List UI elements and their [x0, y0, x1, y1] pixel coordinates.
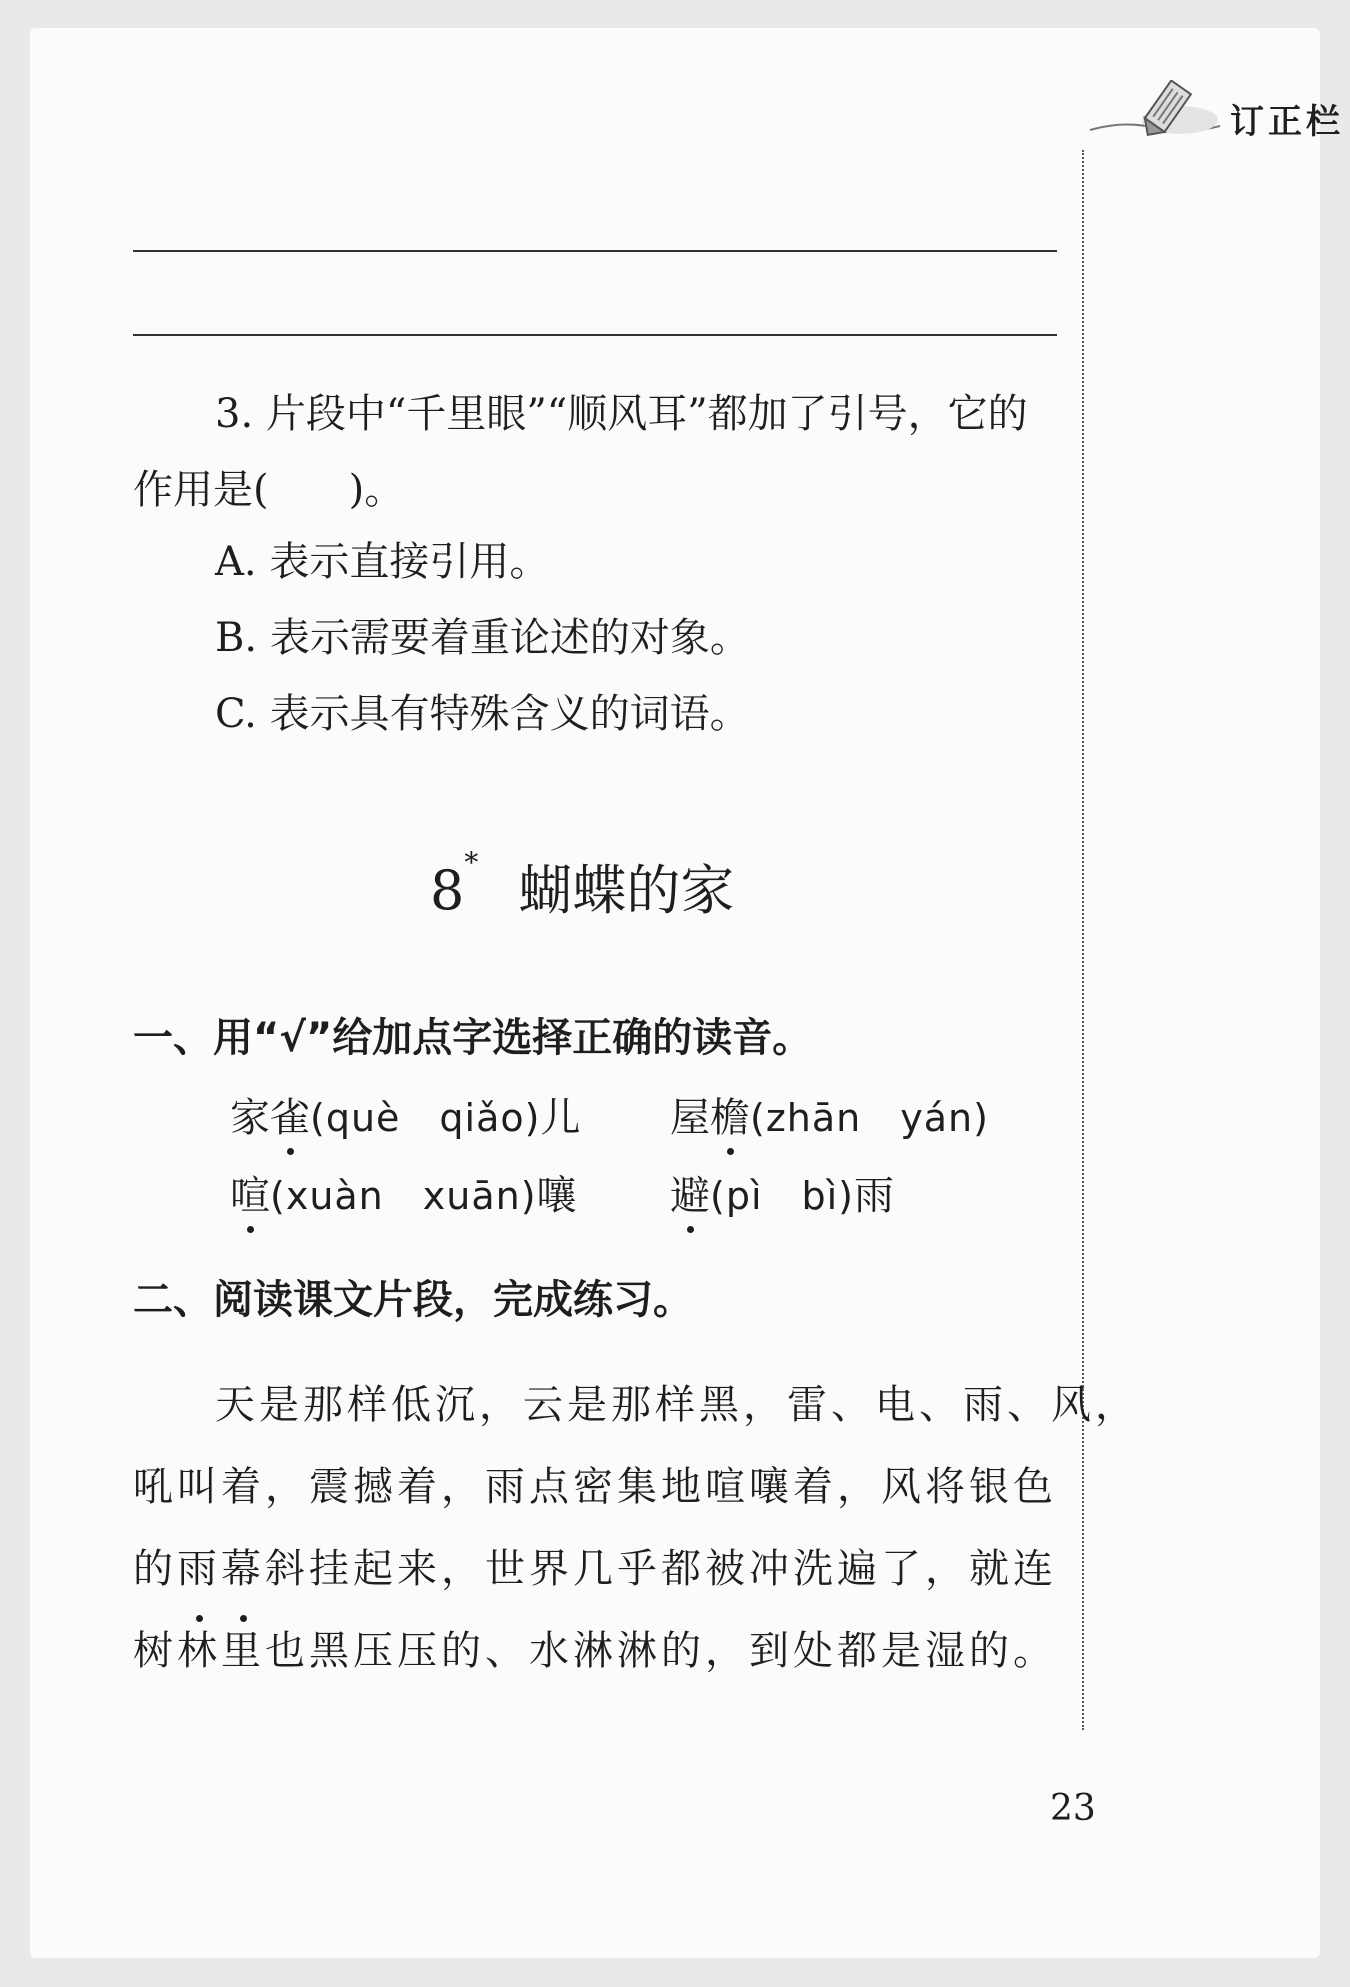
answer-line[interactable] [133, 250, 1057, 252]
pinyin-choices[interactable]: (xuàn xuān) [270, 1174, 537, 1218]
pinyin-item [670, 1164, 894, 1221]
pencil-icon [1085, 80, 1225, 150]
passage-line [133, 1528, 1068, 1610]
passage-line: 树林里也黑压压的、水淋淋的，到处都是湿的。 [133, 1628, 1057, 1674]
pinyin-item [230, 1164, 577, 1221]
pinyin-char: 家 [230, 1095, 270, 1141]
passage-line: 吼叫着，震撼着，雨点密集地喧嚷着，风将银色 [133, 1464, 1057, 1510]
section-1-heading: 一、用“√”给加点字选择正确的读音。 [133, 1015, 813, 1061]
correction-column-title: 订正栏 [1230, 102, 1344, 142]
dotted-char: 避 [670, 1164, 710, 1221]
passage-text: 斜挂起来， [265, 1546, 485, 1592]
question-3 [133, 376, 1073, 528]
pinyin-char: 嚷 [536, 1173, 577, 1219]
correction-column-header [1085, 80, 1345, 160]
pinyin-char: 雨 [854, 1173, 895, 1219]
pinyin-item [670, 1086, 989, 1143]
dotted-char: 幕 [221, 1528, 265, 1610]
section-2-heading: 二、阅读课文片段，完成练习。 [133, 1277, 693, 1323]
lesson-mark: * [464, 846, 479, 879]
lesson-title [430, 848, 734, 925]
dotted-char: 喧 [230, 1164, 270, 1221]
correction-column-divider [1082, 150, 1084, 1730]
dotted-char: 檐 [710, 1086, 750, 1143]
lesson-number: 8 [430, 859, 465, 922]
pinyin-choices[interactable]: (què qiǎo) [310, 1096, 541, 1140]
option-a: A. 表示直接引用。 [215, 539, 550, 585]
passage-text: 世界几乎都被冲洗遍了，就连 [485, 1546, 1057, 1592]
pinyin-char: 屋 [670, 1095, 710, 1141]
question-3-text-line2: 作用是( )。 [133, 467, 405, 513]
dotted-char: 雨 [177, 1528, 221, 1610]
option-b: B. 表示需要着重论述的对象。 [215, 615, 750, 661]
pinyin-choices[interactable]: (pì bì) [710, 1174, 855, 1218]
question-3-text-line1: 3. 片段中“千里眼”“顺风耳”都加了引号，它的 [215, 391, 1028, 437]
option-c: C. 表示具有特殊含义的词语。 [215, 691, 750, 737]
pinyin-choices[interactable]: (zhān yán) [750, 1096, 989, 1140]
reading-passage [133, 1364, 1139, 1692]
answer-line[interactable] [133, 334, 1057, 336]
passage-line: 天是那样低沉，云是那样黑，雷、电、雨、风， [215, 1382, 1139, 1428]
lesson-name: 蝴蝶的家 [518, 859, 735, 922]
passage-text: 的 [133, 1546, 177, 1592]
workbook-page [30, 28, 1344, 1958]
pinyin-char: 儿 [540, 1095, 581, 1141]
dotted-char: 雀 [270, 1086, 310, 1143]
page-number: 23 [1050, 1788, 1096, 1829]
pinyin-item [230, 1086, 580, 1143]
